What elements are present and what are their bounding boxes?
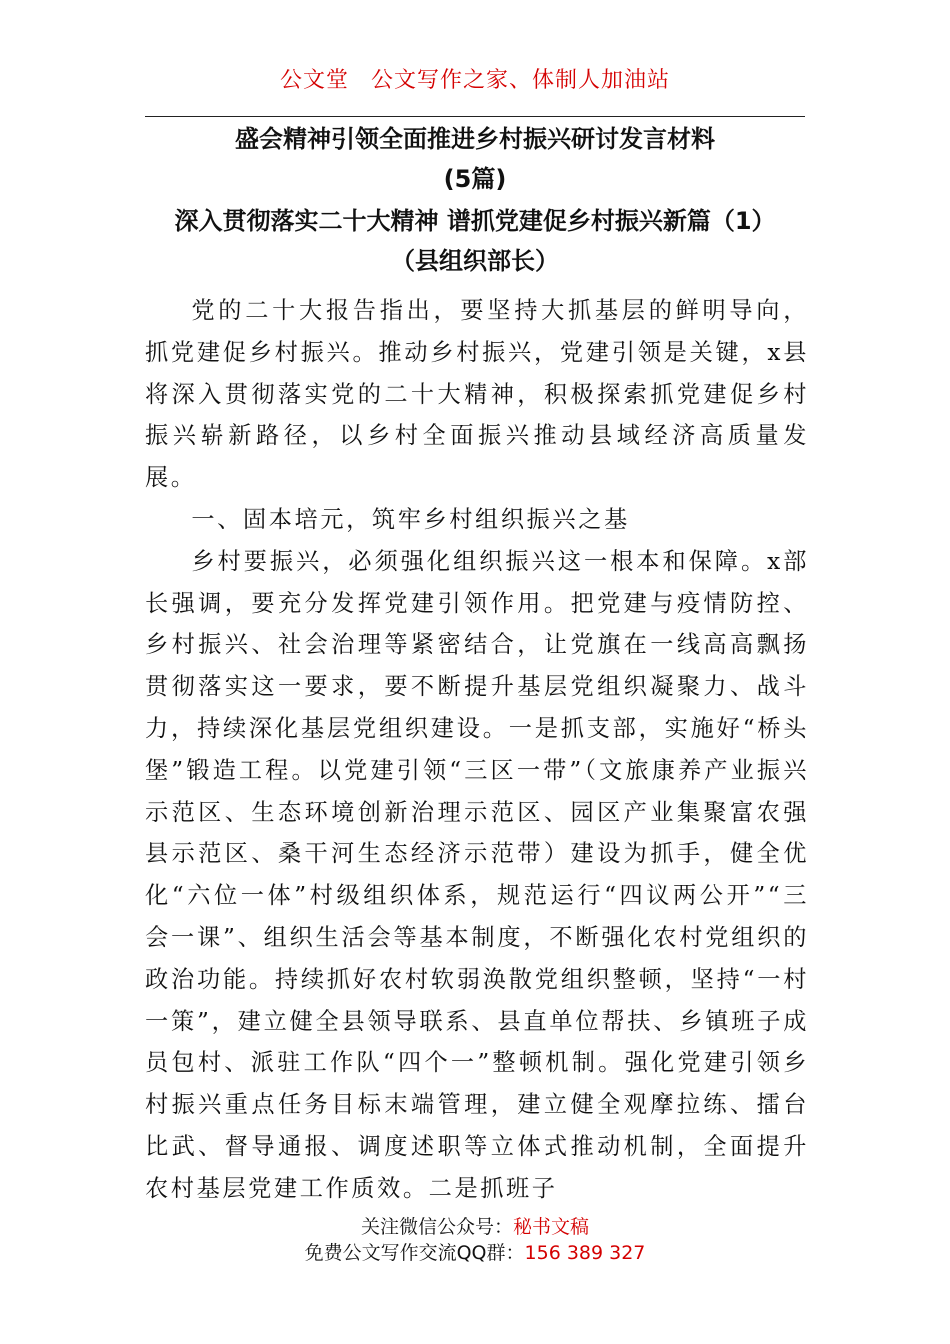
paragraph-body-1: 乡村要振兴，必须强化组织振兴这一根本和保障。x部长强调，要充分发挥党建引领作用。把党建与疫情防控、乡村振兴、社会治理等紧密结合，让党旗在一线高高飘扬贯彻落实这一要求，要不断提升基层党组织凝聚力、战斗力，持续深化基层党组织建设。一是抓支部，实施好“桥头堡”锻造工程。以党建引领“三区一带”（文旅康养产业振兴示范区、生态环境创新治理示范区、园区产业集聚富农强县示范区、桑干河生态经济示范带）建设为抓手，健全优化“六位一体”村级组织体系，规范运行“四议两公开”“三会一课”、组织生活会等基本制度，不断强化农村党组织的政治功能。持续抓好农村软弱涣散党组织整顿，坚持“一村一策”，建立健全县领导联系、县直单位帮扶、乡镇班子成员包村、派驻工作队“四个一”整顿机制。强化党建引领乡村振兴重点任务目标末端管理，建立健全观摩拉练、擂台比武、督导通报、调度述职等立体式推动机制，全面提升农村基层党建工作质效。二是抓班子 — [145, 547, 809, 1202]
qq-number: 156 389 327 — [524, 1242, 646, 1264]
wechat-account: 秘书文稿 — [513, 1216, 590, 1238]
document-count: (5篇) — [443, 165, 507, 193]
footer-wechat — [0, 1214, 950, 1240]
paragraph-intro: 党的二十大报告指出，要坚持大抓基层的鲜明导向，抓党建促乡村振兴。推动乡村振兴，党建引领是关键，x县将深入贯彻落实党的二十大精神，积极探索抓党建促乡村振兴崭新路径，以乡村全面振兴推动县域经济高质量发展。 — [145, 297, 809, 492]
site-slogan: 公文写作之家、体制人加油站 — [371, 68, 671, 93]
document-title: 盛会精神引领全面推进乡村振兴研讨发言材料 — [235, 125, 715, 153]
footer-qq — [0, 1240, 950, 1266]
site-name: 公文堂 — [279, 68, 349, 93]
site-header — [0, 66, 950, 96]
wechat-label: 关注微信公众号： — [360, 1216, 513, 1238]
section-subtitle: 深入贯彻落实二十大精神 谱抓党建促乡村振兴新篇（1） — [174, 207, 776, 235]
qq-label: 免费公文写作交流QQ群： — [304, 1242, 525, 1264]
section-author: （县组织部长） — [391, 247, 559, 275]
document-body — [145, 290, 809, 1210]
header-divider — [145, 116, 805, 117]
paragraph-heading-1: 一、固本培元，筑牢乡村组织振兴之基 — [191, 505, 630, 533]
